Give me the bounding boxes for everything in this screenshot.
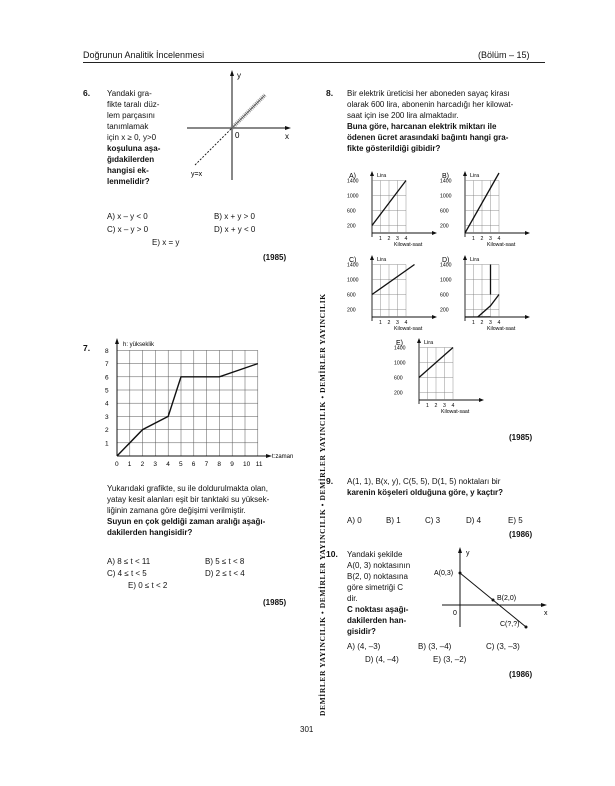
q9-option-d[interactable]: D) 4 xyxy=(466,516,482,525)
graph-xlabel: Kilowat-saat xyxy=(441,409,470,415)
q7-line: liğinin zamana göre değişimi verilmiştir. xyxy=(107,506,246,515)
q7-line: Yukarıdaki grafikte, su ile doldurulmakta olan, xyxy=(107,484,268,493)
y-tick-label: 4 xyxy=(105,400,109,408)
y-tick-label: 1 xyxy=(105,440,109,448)
x-tick-label: 10 xyxy=(243,461,251,468)
water-height-line xyxy=(117,364,258,456)
graph-option-label: B) xyxy=(442,173,449,180)
y-tick-label: 5 xyxy=(105,387,109,395)
q6-segment xyxy=(232,95,265,128)
x-label: x xyxy=(544,610,548,617)
y-tick-label: 7 xyxy=(105,361,109,369)
x-tick-label: 4 xyxy=(497,320,501,326)
x-tick-label: 4 xyxy=(166,461,170,468)
q8-number: 8. xyxy=(326,88,334,98)
q7-chart xyxy=(100,336,305,468)
q10-option-b[interactable]: B) (3, –4) xyxy=(418,642,452,651)
q6-line: lenmelidir? xyxy=(107,177,150,186)
q10-line: göre simetriği C xyxy=(347,583,404,592)
x-tick-label: 2 xyxy=(480,320,484,326)
y-tick-label: 600 xyxy=(440,208,449,215)
y-tick-label: 1400 xyxy=(347,262,359,269)
q8-line: Bir elektrik üreticisi her aboneden sayaç kirası xyxy=(347,89,510,98)
y-tick-label: 200 xyxy=(440,307,449,314)
q10-year: (1986) xyxy=(509,670,533,679)
y-label: y xyxy=(466,550,470,557)
q6-line: ğıdakilerden xyxy=(107,155,155,164)
q9-number: 9. xyxy=(326,476,334,486)
y-tick-label: 200 xyxy=(347,223,356,230)
q9-year: (1986) xyxy=(509,530,533,539)
q8-question: Buna göre, harcanan elektrik miktarı ile xyxy=(347,122,497,131)
x-label: x xyxy=(285,132,289,141)
point-c xyxy=(525,626,528,629)
q10-option-d[interactable]: D) (4, –4) xyxy=(365,655,399,664)
y-tick-label: 1000 xyxy=(347,193,359,200)
x-tick-label: 2 xyxy=(387,236,391,242)
q8-year: (1985) xyxy=(509,433,533,442)
graph-ylabel: Lira xyxy=(377,173,387,179)
q7-question: dakilerden hangisidir? xyxy=(107,528,193,537)
x-tick-label: 1 xyxy=(426,403,429,409)
page-number: 301 xyxy=(300,725,314,734)
graph-xlabel: Kilowat-saat xyxy=(394,326,423,332)
q6-line: hangisi ek- xyxy=(107,166,149,175)
x-tick-label: 4 xyxy=(451,403,455,409)
x-tick-label: 2 xyxy=(387,320,391,326)
x-tick-label: 0 xyxy=(115,461,119,468)
q6-option-b[interactable]: B) x + y > 0 xyxy=(214,212,255,221)
y-label: y xyxy=(237,71,241,80)
y-tick-label: 3 xyxy=(105,413,109,421)
y-tick-label: 200 xyxy=(440,223,449,230)
q9-option-b[interactable]: B) 1 xyxy=(386,516,401,525)
q9-text xyxy=(347,476,552,498)
line-label: y=x xyxy=(191,171,203,178)
y-tick-label: 1000 xyxy=(440,277,452,284)
q10-question: dakilerden han- xyxy=(347,616,407,625)
graph-ylabel: Lira xyxy=(377,257,387,263)
y-tick-label: 600 xyxy=(394,375,403,382)
q10-line: B(2, 0) noktasına xyxy=(347,572,408,581)
origin-label: 0 xyxy=(235,131,240,140)
y-tick-label: 1000 xyxy=(440,193,452,200)
q9-line: A(1, 1), B(x, y), C(5, 5), D(1, 5) noktaları bir xyxy=(347,477,501,486)
q8-graph-b xyxy=(440,170,532,250)
section-label: (Bölüm – 15) xyxy=(478,50,530,60)
q7-option-a[interactable]: A) 8 ≤ t < 11 xyxy=(107,557,151,566)
point-a xyxy=(459,572,462,575)
header-rule xyxy=(83,62,545,63)
x-tick-label: 3 xyxy=(153,461,158,468)
x-tick-label: 9 xyxy=(230,461,234,468)
q7-option-c[interactable]: C) 4 ≤ t < 5 xyxy=(107,569,147,578)
y-tick-label: 600 xyxy=(440,292,449,299)
q6-line: koşuluna aşa- xyxy=(107,144,161,153)
q10-number: 10. xyxy=(326,549,338,559)
graph-ylabel: Lira xyxy=(470,173,480,179)
q10-stem xyxy=(347,549,437,637)
y-tick-label: 1000 xyxy=(394,360,406,367)
q6-stem xyxy=(107,88,187,187)
y-arrow-icon xyxy=(417,338,421,343)
y-tick-label: 1400 xyxy=(440,262,452,269)
x-tick-label: 6 xyxy=(191,461,196,468)
graph-option-label: D) xyxy=(442,257,450,264)
q6-line: tanımlamak xyxy=(107,122,149,131)
y-tick-label: 2 xyxy=(105,427,109,435)
x-tick-label: 3 xyxy=(396,236,399,242)
q9-line: karenin köşeleri olduğuna göre, y kaçtır? xyxy=(347,488,504,497)
q10-question: gisidir? xyxy=(347,627,376,636)
y-tick-label: 1400 xyxy=(347,178,359,185)
x-arrow-icon xyxy=(432,315,437,319)
q8-graph-a xyxy=(347,170,439,250)
publisher-strip xyxy=(307,76,327,716)
x-tick-label: 2 xyxy=(480,236,484,242)
q8-text xyxy=(347,88,547,154)
x-arrow-icon xyxy=(285,126,291,130)
publisher-strip-text: DEMİRLER YAYINCILIK • DEMİRLER YAYINCILIK • DEMİRLER YAYINCILIK • DEMİRLER YAYINCILIK xyxy=(318,293,327,716)
q6-line: Yandaki gra- xyxy=(107,89,152,98)
q6-line: fikte taralı düz- xyxy=(107,100,160,109)
point-c-label: C(?,?) xyxy=(500,621,520,628)
graph-xlabel: Kilowat-saat xyxy=(487,242,516,248)
x-arrow-icon xyxy=(432,231,437,235)
q10-option-e[interactable]: E) (3, –2) xyxy=(433,655,467,664)
y-arrow-icon xyxy=(463,171,467,176)
q7-xlabel: t:zaman xyxy=(272,454,294,460)
x-tick-label: 5 xyxy=(179,461,183,468)
x-arrow-icon xyxy=(525,315,530,319)
x-tick-label: 3 xyxy=(489,320,492,326)
x-arrow-icon xyxy=(525,231,530,235)
y-tick-label: 8 xyxy=(105,347,109,355)
x-arrow-icon xyxy=(541,603,547,607)
y-tick-label: 600 xyxy=(347,292,356,299)
q8-question: fikte gösterildiği gibidir? xyxy=(347,144,441,153)
graph-option-label: E) xyxy=(396,340,403,347)
x-tick-label: 4 xyxy=(404,320,408,326)
q7-option-b[interactable]: B) 5 ≤ t < 8 xyxy=(205,557,245,566)
origin-label: 0 xyxy=(453,610,457,617)
q10-line: dir. xyxy=(347,594,358,603)
q7-year: (1985) xyxy=(263,598,287,607)
y-arrow-icon xyxy=(370,171,374,176)
q6-option-a[interactable]: A) x – y < 0 xyxy=(107,212,148,221)
q9-option-e[interactable]: E) 5 xyxy=(508,516,523,525)
q8-graph-e xyxy=(394,337,486,417)
y-tick-label: 200 xyxy=(347,307,356,314)
q6-number: 6. xyxy=(83,88,91,98)
q7-question: Suyun en çok geldiği zaman aralığı aşağı- xyxy=(107,517,266,526)
x-tick-label: 8 xyxy=(217,461,222,468)
x-tick-label: 1 xyxy=(472,320,475,326)
graph-ylabel: Lira xyxy=(424,340,434,346)
point-b-label: B(2,0) xyxy=(497,595,517,602)
y-tick-label: 1400 xyxy=(394,345,406,352)
q7-text xyxy=(107,483,307,538)
q7-option-d[interactable]: D) 2 ≤ t < 4 xyxy=(205,569,245,578)
x-tick-label: 3 xyxy=(396,320,399,326)
q8-graph-c xyxy=(347,254,439,334)
graph-ylabel: Lira xyxy=(470,257,480,263)
x-tick-label: 2 xyxy=(434,403,438,409)
graph-xlabel: Kilowat-saat xyxy=(487,326,516,332)
q7-line: yatay kesit alanları eşit bir tanktaki su yüksek- xyxy=(107,495,270,504)
x-tick-label: 2 xyxy=(140,461,145,468)
q6-graph xyxy=(185,68,295,183)
y-arrow-icon xyxy=(370,255,374,260)
q10-option-c[interactable]: C) (3, –3) xyxy=(486,642,520,651)
y-tick-label: 6 xyxy=(105,374,109,382)
x-tick-label: 11 xyxy=(255,461,263,468)
q7-number: 7. xyxy=(83,343,91,353)
q7-ylabel: h: yükseklik xyxy=(123,342,155,348)
q10-line: Yandaki şekilde xyxy=(347,550,403,559)
q10-option-a[interactable]: A) (4, –3) xyxy=(347,642,381,651)
q6-option-c[interactable]: C) x – y > 0 xyxy=(107,225,149,234)
x-tick-label: 1 xyxy=(379,320,382,326)
x-tick-label: 1 xyxy=(379,236,382,242)
x-arrow-icon xyxy=(479,398,484,402)
chapter-title: Doğrunun Analitik İncelenmesi xyxy=(83,50,205,60)
q6-option-d[interactable]: D) x + y < 0 xyxy=(214,225,256,234)
q6-line: için x ≥ 0, y>0 xyxy=(107,133,157,142)
q6-dashed-line xyxy=(195,128,232,165)
q10-line: A(0, 3) noktasının xyxy=(347,561,411,570)
x-tick-label: 3 xyxy=(443,403,446,409)
graph-option-label: A) xyxy=(349,173,356,180)
x-tick-label: 4 xyxy=(404,236,408,242)
x-tick-label: 7 xyxy=(204,461,209,468)
x-tick-label: 3 xyxy=(489,236,492,242)
q6-year: (1985) xyxy=(263,253,287,262)
x-tick-label: 1 xyxy=(127,461,132,468)
q10-question: C noktası aşağı- xyxy=(347,605,409,614)
q9-option-c[interactable]: C) 3 xyxy=(425,516,441,525)
q10-graph xyxy=(432,545,552,630)
q8-question: ödenen ücret arasındaki bağıntı hangi gra- xyxy=(347,133,509,142)
graph-xlabel: Kilowat-saat xyxy=(394,242,423,248)
y-arrow-icon xyxy=(458,547,462,553)
graph-option-label: C) xyxy=(349,257,357,264)
x-tick-label: 1 xyxy=(472,236,475,242)
q8-line: olarak 600 lira, abonenin harcadığı her kilowat- xyxy=(347,100,514,109)
q6-option-e[interactable]: E) x = y xyxy=(152,238,180,247)
y-tick-label: 1400 xyxy=(440,178,452,185)
q9-option-a[interactable]: A) 0 xyxy=(347,516,362,525)
y-tick-label: 1000 xyxy=(347,277,359,284)
y-arrow-icon xyxy=(230,70,234,76)
graph-line xyxy=(478,295,499,318)
q6-line: lem parçasını xyxy=(107,111,156,120)
y-tick-label: 600 xyxy=(347,208,356,215)
q7-option-e[interactable]: E) 0 ≤ t < 2 xyxy=(128,581,168,590)
x-tick-label: 4 xyxy=(497,236,501,242)
y-arrow-icon xyxy=(463,255,467,260)
point-b xyxy=(492,599,495,602)
q8-line: saat için ise 200 lira almaktadır. xyxy=(347,111,459,120)
point-a-label: A(0,3) xyxy=(434,570,454,577)
q8-graph-d xyxy=(440,254,532,334)
y-tick-label: 200 xyxy=(394,390,403,397)
